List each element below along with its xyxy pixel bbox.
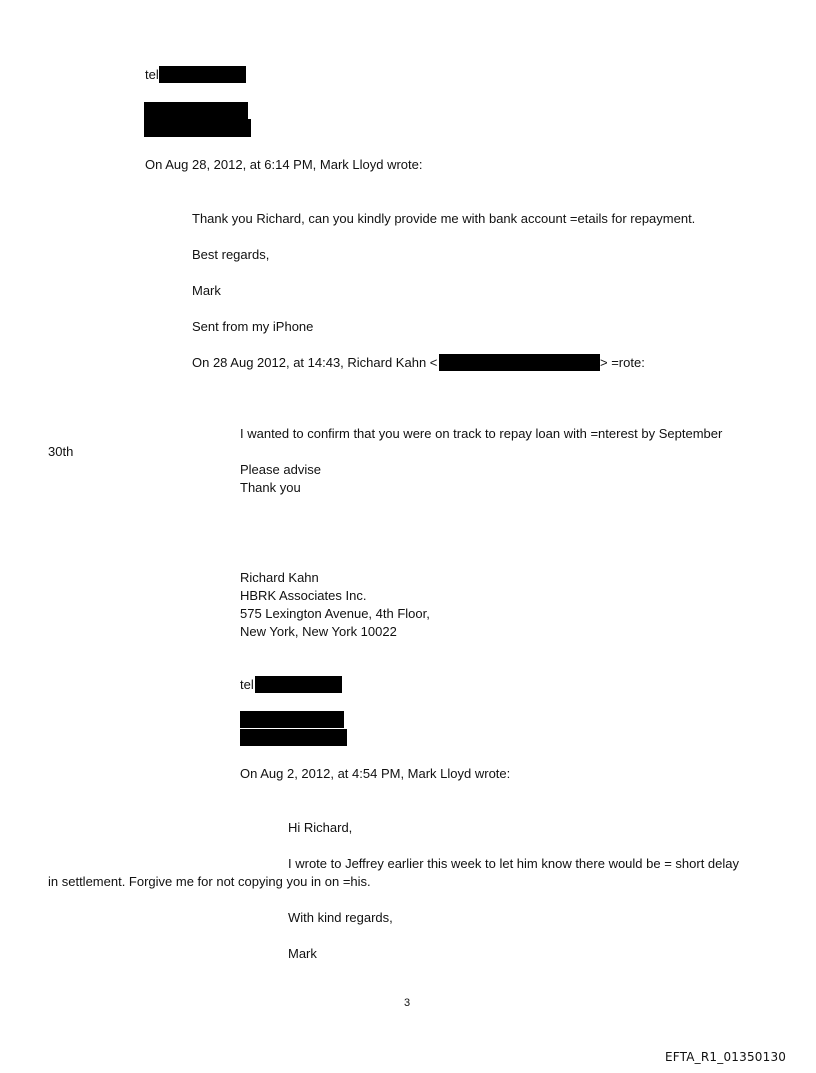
message-body-line-1: I wrote to Jeffrey earlier this week to let him know there would be = short delay bbox=[288, 856, 740, 871]
message-regards: Best regards, bbox=[192, 247, 270, 262]
sent-from-line: Sent from my iPhone bbox=[192, 319, 314, 334]
wrote-line-prefix: On 28 Aug 2012, at 14:43, Richard Kahn < bbox=[192, 355, 438, 370]
message-body-line-2: in settlement. Forgive me for not copying you in on =his. bbox=[48, 874, 371, 889]
signature-address-2: New York, New York 10022 bbox=[240, 624, 397, 639]
document-id: EFTA_R1_01350130 bbox=[665, 1050, 787, 1064]
redacted-contact-line-2 bbox=[144, 119, 251, 137]
message-signoff-name: Mark bbox=[192, 283, 221, 298]
tel-label: tel bbox=[240, 677, 254, 692]
message-regards: With kind regards, bbox=[288, 910, 393, 925]
redacted-email-address bbox=[439, 354, 600, 371]
message-body-line-1: I wanted to confirm that you were on track to repay loan with =nterest by September bbox=[240, 426, 723, 441]
wrote-line-suffix: > =rote: bbox=[600, 355, 645, 370]
signature-company: HBRK Associates Inc. bbox=[240, 588, 367, 603]
message-greeting: Hi Richard, bbox=[288, 820, 353, 835]
redacted-contact-line-1 bbox=[240, 711, 344, 728]
redacted-contact-line-2 bbox=[240, 729, 347, 746]
message-body-line-2: 30th bbox=[48, 444, 74, 459]
message-advise: Please advise bbox=[240, 462, 321, 477]
redacted-phone bbox=[159, 66, 246, 83]
message-thanks: Thank you bbox=[240, 480, 301, 495]
signature-name: Richard Kahn bbox=[240, 570, 319, 585]
tel-label: tel bbox=[145, 67, 159, 82]
signature-address-1: 575 Lexington Avenue, 4th Floor, bbox=[240, 606, 430, 621]
wrote-line: On Aug 28, 2012, at 6:14 PM, Mark Lloyd wrote: bbox=[145, 157, 423, 172]
message-body: Thank you Richard, can you kindly provide me with bank account =etails for repayment. bbox=[192, 211, 696, 226]
page-number: 3 bbox=[404, 997, 411, 1009]
redacted-contact-line-1 bbox=[144, 102, 248, 119]
message-signoff-name: Mark bbox=[288, 946, 317, 961]
redacted-phone bbox=[255, 676, 342, 693]
wrote-line: On Aug 2, 2012, at 4:54 PM, Mark Lloyd wrote: bbox=[240, 766, 511, 781]
